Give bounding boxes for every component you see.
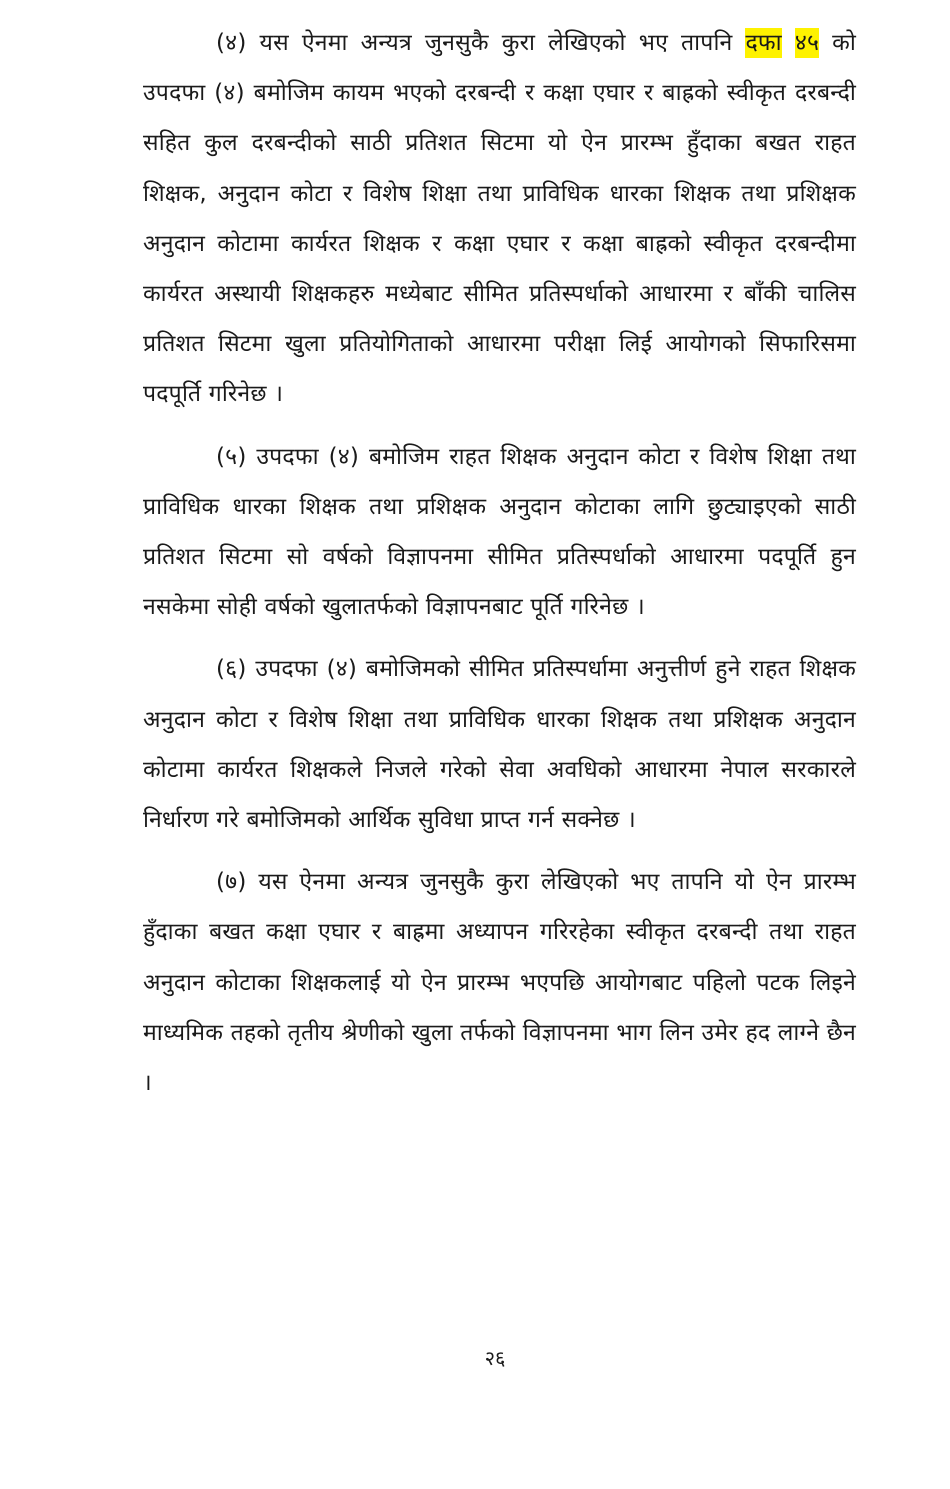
body-text (143, 18, 856, 1108)
page-number: २६ (484, 1346, 506, 1370)
paragraph-4-intro: (४) यस ऐनमा अन्यत्र जुनसुकै कुरा लेखिएको भए तापनि (216, 30, 746, 56)
paragraph-6: (६) उपदफा (४) बमोजिमको सीमित प्रतिस्पर्धामा अनुत्तीर्ण हुने राहत शिक्षक अनुदान कोटा र विशेष शिक्षा तथा प्राविधिक धारका शिक्षक तथा प्रशिक्षक अनुदान कोटामा कार्यरत शिक्षकले निजले गरेको सेवा अवधिको आधारमा नेपाल सरकारले निर्धारण गरे बमोजिमको आर्थिक सुविधा प्राप्त गर्न सक्नेछ । (143, 656, 856, 834)
highlight-gap (782, 30, 795, 56)
paragraph-5: (५) उपदफा (४) बमोजिम राहत शिक्षक अनुदान कोटा र विशेष शिक्षा तथा प्राविधिक धारका शिक्षक तथा प्रशिक्षक अनुदान कोटाका लागि छुट्याइएको साठी प्रतिशत सिटमा सो वर्षको विज्ञापनमा सीमित प्रतिस्पर्धाको आधारमा पदपूर्ति हुन नसकेमा सोही वर्षको खुलातर्फको विज्ञापनबाट पूर्ति गरिनेछ । (143, 443, 856, 621)
paragraph-4-body: को उपदफा (४) बमोजिम कायम भएको दरबन्दी र कक्षा एघार र बाह्रको स्वीकृत दरबन्दी सहित कुल दरबन्दीको साठी प्रतिशत सिटमा यो ऐन प्रारम्भ हुँदाका बखत राहत शिक्षक, अनुदान कोटा र विशेष शिक्षा तथा प्राविधिक धारका शिक्षक तथा प्रशिक्षक अनुदान कोटामा कार्यरत शिक्षक र कक्षा एघार र कक्षा बाह्रको स्वीकृत दरबन्दीमा कार्यरत अस्थायी शिक्षकहरु मध्येबाट सीमित प्रतिस्पर्धाको आधारमा र बाँकी चालिस प्रतिशत सिटमा खुला प्रतियोगिताको आधारमा परीक्षा लिई आयोगको सिफारिसमा पदपूर्ति गरिनेछ । (143, 30, 856, 408)
paragraph-7: (७) यस ऐनमा अन्यत्र जुनसुकै कुरा लेखिएको भए तापनि यो ऐन प्रारम्भ हुँदाका बखत कक्षा एघार र बाह्रमा अध्यापन गरिरहेका स्वीकृत दरबन्दी तथा राहत अनुदान कोटाका शिक्षकलाई यो ऐन प्रारम्भ भएपछि आयोगबाट पहिलो पटक लिइने माध्यमिक तहको तृतीय श्रेणीको खुला तर्फको विज्ञापनमा भाग लिन उमेर हद लाग्ने छैन । (143, 869, 856, 1097)
paragraph-4 (143, 18, 856, 420)
highlighted-section-number: ४५ (794, 30, 820, 56)
highlighted-word-dafa: दफा (745, 30, 782, 56)
